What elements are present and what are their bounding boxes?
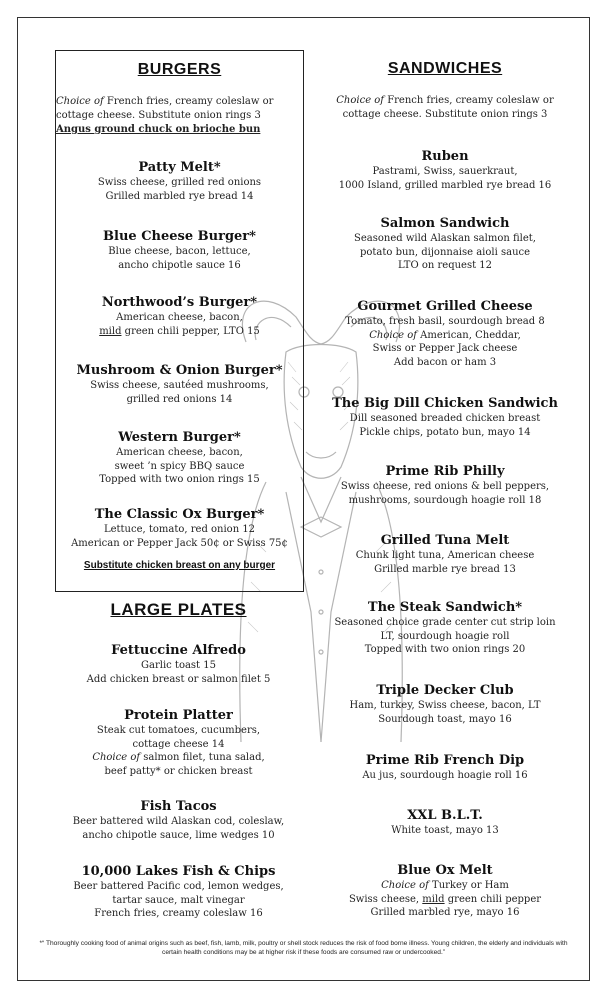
item-desc: Pastrami, Swiss, sauerkraut, [372,166,518,177]
item-desc-rest: Turkey or Ham [428,880,509,891]
burgers-intro-text: French fries, creamy coleslaw or cottage cheese. Substitute onion rings 3 [56,96,274,121]
item-desc: Seasoned choice grade center cut strip loin [334,617,556,628]
item-desc [318,879,572,893]
item-desc [55,751,302,765]
item-name: The Classic Ox Burger* [94,507,265,522]
item-name: Triple Decker Club [376,683,514,698]
item-desc: ancho chipotle sauce 16 [118,259,241,271]
item-desc [56,325,303,339]
mild-underlined: mild [422,893,445,905]
item-desc: Beer battered Pacific cod, lemon wedges, [73,881,284,892]
angus-note: Angus ground chuck on brioche bun [56,124,261,135]
menu-item-blue-cheese-burger [56,228,303,272]
choice-of-label: Choice of [336,95,385,106]
item-name: Grilled Tuna Melt [380,533,510,548]
item-desc: American or Pepper Jack 50¢ or Swiss 75¢ [71,537,288,549]
item-desc: cottage cheese 14 [132,738,225,750]
item-desc-rest: American, Cheddar, [416,329,521,341]
item-desc-rest: green chili pepper, LTO 15 [121,325,260,337]
menu-item-steak-sandwich [318,599,572,657]
menu-item-xxl-blt [318,807,572,838]
item-desc: Swiss cheese, red onions & bell peppers, [340,481,550,492]
item-name: Northwood’s Burger* [101,295,258,310]
item-desc-rest: green chili pepper [444,893,542,905]
item-desc: Blue cheese, bacon, lettuce, [108,246,251,257]
item-desc-pre: Swiss cheese, [348,893,423,905]
item-desc: Topped with two onion rings 15 [99,474,260,485]
item-desc-rest: salmon filet, tuna salad, [140,752,265,763]
menu-item-fettuccine-alfredo [55,642,302,686]
sandwiches-intro [318,94,572,122]
item-name: Prime Rib Philly [385,464,505,479]
item-name: Salmon Sandwich [380,216,510,231]
item-desc: Grilled marbled rye bread 14 [105,190,254,202]
item-desc: LTO on request 12 [397,260,493,271]
menu-item-ruben [318,148,572,192]
item-name: Fish Tacos [140,799,217,814]
item-desc: Swiss cheese, grilled red onions [97,177,262,188]
item-desc: sweet ’n spicy BBQ sauce [114,460,245,472]
item-desc [318,329,572,343]
item-name: Blue Ox Melt [397,863,493,878]
item-name: Ruben [421,149,469,164]
item-desc: tartar sauce, malt vinegar [112,894,245,906]
menu-item-fish-and-chips [55,863,302,921]
choice-of-label: Choice of [56,96,104,107]
menu-item-prime-rib-philly [318,463,572,507]
item-desc [318,893,572,907]
menu-item-mushroom-onion-burger [56,362,303,406]
item-desc: Dill seasoned breaded chicken breast [349,413,541,424]
menu-item-protein-platter [55,707,302,778]
item-desc: Seasoned wild Alaskan salmon filet, [354,233,536,244]
item-name: The Big Dill Chicken Sandwich [332,396,558,411]
substitute-chicken-note: Substitute chicken breast on any burger [83,560,276,571]
item-desc: Swiss cheese, sautéed mushrooms, [90,380,269,391]
menu-item-western-burger [56,429,303,487]
item-desc: Sourdough toast, mayo 16 [378,713,512,725]
food-safety-footnote: *“ Thoroughly cooking food of animal origins such as beef, fish, lamb, milk, poultry or shell stock reduces the risk of food borne illness. Young children, the elderly and individuals with certain health conditions may be at higher risk if these foods are consumed raw or undercooked.” [39,940,568,956]
item-name: Western Burger* [118,430,241,445]
item-name: Mushroom & Onion Burger* [76,363,283,378]
burgers-intro [56,95,303,137]
item-desc: Lettuce, tomato, red onion 12 [103,524,256,535]
menu-item-grilled-tuna-melt [318,532,572,576]
menu-item-blue-ox-melt [318,862,572,920]
item-desc: Tomato, fresh basil, sourdough bread 8 [345,316,545,327]
item-desc: Grilled marbled rye, mayo 16 [370,907,520,918]
item-desc: beef patty* or chicken breast [104,765,253,777]
menu-item-northwoods-burger [56,294,303,338]
item-desc: Topped with two onion rings 20 [364,644,526,655]
item-desc: 1000 Island, grilled marbled rye bread 16 [338,179,552,191]
item-name: Gourmet Grilled Cheese [357,299,533,314]
item-desc: American cheese, bacon, [116,447,243,458]
item-name: Fettuccine Alfredo [111,643,246,658]
item-name: XXL B.L.T. [407,808,483,823]
item-desc: potato bun, dijonnaise aioli sauce [359,246,531,258]
sandwiches-title: SANDWICHES [387,60,503,77]
item-desc: American cheese, bacon, [116,312,243,323]
item-desc: French fries, creamy coleslaw 16 [94,908,263,919]
menu-item-triple-decker-club [318,682,572,726]
item-name: The Steak Sandwich* [367,600,523,615]
item-desc: Garlic toast 15 [141,660,216,671]
item-desc: ancho chipotle sauce, lime wedges 10 [82,829,275,841]
item-name: Protein Platter [124,708,233,723]
choice-of-label: Choice of [381,880,429,891]
choice-of-label: Choice of [92,752,141,763]
burgers-title: BURGERS [137,61,222,78]
large-plates-title: LARGE PLATES [110,600,247,619]
sandwiches-intro-text: French fries, creamy coleslaw or cottage cheese. Substitute onion rings 3 [342,95,554,120]
item-desc: Ham, turkey, Swiss cheese, bacon, LT [349,700,541,711]
item-name: Patty Melt* [138,160,221,175]
choice-of-label: Choice of [369,329,417,341]
menu-item-patty-melt [56,159,303,203]
item-name: 10,000 Lakes Fish & Chips [81,864,276,879]
menu-item-gourmet-grilled-cheese [318,298,572,369]
item-desc: Add chicken breast or salmon filet 5 [86,673,271,685]
item-desc: Add bacon or ham 3 [393,356,497,368]
menu-item-big-dill-chicken [318,395,572,439]
item-desc: Swiss or Pepper Jack cheese [372,343,518,354]
item-desc: Pickle chips, potato bun, mayo 14 [359,426,531,438]
item-name: Blue Cheese Burger* [103,229,256,244]
item-desc: mushrooms, sourdough hoagie roll 18 [348,494,542,506]
item-desc: Grilled marble rye bread 13 [374,563,516,575]
item-desc: Beer battered wild Alaskan cod, coleslaw, [72,816,285,827]
mild-underlined: mild [99,325,122,337]
item-desc: White toast, mayo 13 [391,825,499,836]
item-desc: grilled red onions 14 [126,393,233,405]
burgers-section [55,50,304,592]
item-desc: Au jus, sourdough hoagie roll 16 [362,770,528,781]
menu-item-classic-ox-burger [56,506,303,550]
item-desc: LT, sourdough hoagie roll [380,630,510,642]
menu-item-fish-tacos [55,798,302,842]
menu-item-prime-rib-french-dip [318,752,572,783]
menu-item-salmon-sandwich [318,215,572,273]
item-name: Prime Rib French Dip [365,753,525,768]
item-desc: Steak cut tomatoes, cucumbers, [96,725,261,736]
item-desc: Chunk light tuna, American cheese [355,550,535,561]
